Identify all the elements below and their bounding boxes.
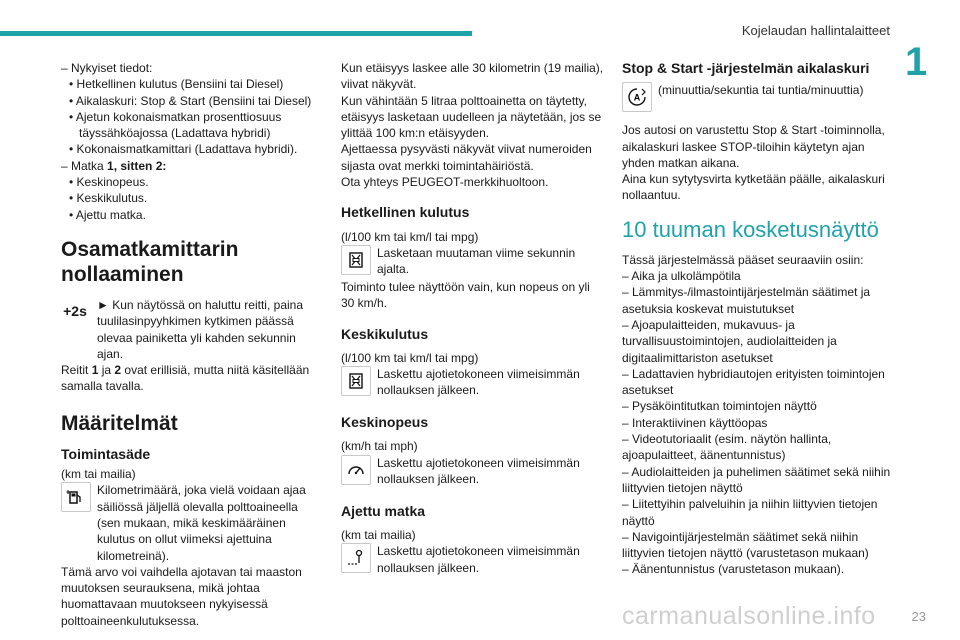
subheading-average-speed: Keskinopeus (341, 414, 429, 431)
stop-start-text-2: Aina kun sytytysvirta kytketään päälle, aikalaskuri nollaantuu. (622, 172, 885, 203)
list-item: • Keskinopeus. (69, 175, 149, 190)
reset-note (61, 362, 319, 395)
avg-consumption-text: Laskettu ajotietokoneen viimeisimmän nollauksen jälkeen. (377, 367, 580, 398)
column-3 (622, 60, 892, 578)
list-item: – Lämmitys-/ilmastointijärjestelmän säätimet ja asetuksia koskevat muistutukset (622, 285, 871, 316)
unit: (l/100 km tai km/l tai mpg) (341, 350, 479, 365)
subheading-average-consumption: Keskikulutus (341, 325, 429, 342)
chapter-number: 1 (905, 40, 928, 84)
list-item-bold: 1, sitten 2: (107, 158, 167, 173)
list-item: – Pysäköintitutkan toimintojen näyttö (622, 399, 817, 414)
list-item: • Keskikulutus. (69, 191, 148, 206)
list-item: • Hetkellinen kulutus (Bensiini tai Diesel) (69, 77, 284, 92)
text: Reitit (61, 363, 92, 378)
fuel-pump-range-icon (61, 482, 91, 512)
range-entry (61, 482, 319, 563)
fuel-consumption-icon (341, 245, 371, 275)
subheading-range: Toimintasäde (61, 445, 151, 462)
plus-2s-icon: +2s (61, 297, 89, 325)
column-1 (61, 60, 319, 629)
instant-text: Lasketaan muutaman viime sekunnin ajalta. (377, 245, 576, 277)
unit: (l/100 km tai km/l tai mpg) (341, 229, 479, 244)
list-item: – Videotutoriaalit (esim. näytön hallinta, ajoapulaitteet, äänentunnistus) (622, 432, 832, 463)
subheading-distance: Ajettu matka (341, 502, 426, 519)
list-item: – Ajoapulaitteiden, mukavuus- ja turvallisuustoimintojen, audiolaitteiden ja digitaalimittariston asetukset (622, 317, 837, 365)
list-item: – Liitettyihin palveluihin ja niihin liittyvien tietojen näyttö (622, 497, 878, 528)
list-item (61, 158, 319, 174)
instant-entry (341, 245, 604, 279)
subheading-stop-start: Stop & Start -järjestelmän aikalaskuri (622, 60, 870, 76)
section-heading-definitions: Määritelmät (61, 411, 178, 435)
list-item: • Ajetun kokonaismatkan prosenttiosuus (69, 109, 282, 124)
subheading-instant-consumption: Hetkellinen kulutus (341, 204, 470, 221)
paragraph: Kun etäisyys laskee alle 30 kilometrin (19 mailia), viivat näkyvät. (341, 61, 604, 92)
range-unit: (km tai mailia) (61, 467, 136, 482)
list-item: – Audiolaitteiden ja puhelimen säätimet sekä niihin liittyvien tietojen näyttö (622, 464, 891, 495)
list-item: – Navigointijärjestelmän säätimet sekä niihin liittyvien tietojen näyttö (varustetason mukaan) (622, 529, 869, 561)
text: ovat erillisiä, mutta niitä käsitellään samalla tavalla. (61, 363, 310, 394)
list-item: • Aikalaskuri: Stop & Start (Bensiini tai Diesel) (69, 93, 312, 108)
range-text-2: Tämä arvo voi vaihdella ajotavan tai maaston muutoksen seurauksena, mikä johtaa huomattavaan muutokseen nykyisessä polttoaineenkulutuksessa. (61, 564, 302, 628)
list-item-text: – Matka (61, 158, 108, 173)
text-bold: 2 (114, 363, 122, 378)
unit: (km tai mailia) (341, 528, 416, 543)
distance-entry (341, 543, 604, 577)
speedometer-icon (341, 455, 371, 485)
column-2 (341, 60, 604, 577)
stop-start-text: Jos autosi on varustettu Stop & Start -toiminnolla, aikalaskuri laskee STOP-tiloihin käytetyn ajan yhden matkan aikana. (622, 123, 885, 170)
list-item: – Ladattavien hybridiautojen erityisten toimintojen asetukset (622, 366, 885, 398)
list-item: – Interaktiivinen käyttöopas (622, 415, 768, 430)
stop-start-entry (622, 82, 892, 116)
list-item: – Nykyiset tiedot: (61, 61, 153, 75)
text: ja (98, 363, 115, 378)
stop-start-unit: (minuuttia/sekuntia tai tuntia/minuuttia) (658, 83, 864, 98)
paragraph: Ota yhteys PEUGEOT-merkkihuoltoon. (341, 175, 549, 190)
touchscreen-intro: Tässä järjestelmässä pääset seuraaviin osiin: (622, 252, 864, 267)
list-item: • Ajettu matka. (69, 207, 146, 222)
range-text: Kilometrimäärä, joka vielä voidaan ajaa säiliössä jäljellä olevalla polttoaineella (sen mukaan, mikä keskimääräinen kulutus on ollut viimeksi ajettuina kilometreinä). (97, 483, 306, 563)
unit: (km/h tai mph) (341, 439, 418, 454)
paragraph: Kun vähintään 5 litraa polttoainetta on täytetty, etäisyys lasketaan uudelleen ja näytetään, jos se ylittää 100 km:n etäisyyden. (341, 93, 602, 141)
text-bold: 1 (91, 363, 99, 378)
paragraph: Ajettaessa pysyvästi näkyvät viivat numeroiden sijasta ovat merkki toimintahäiriöstä. (341, 142, 592, 173)
average-consumption-icon (341, 366, 371, 396)
header-accent-bar (0, 31, 472, 36)
watermark: carmanualsonline.info (622, 602, 876, 630)
page-header-title: Kojelaudan hallintalaitteet (741, 23, 890, 38)
instant-text-2: Toiminto tulee näyttöön vain, kun nopeus on yli 30 km/h. (341, 279, 590, 311)
stop-start-icon (622, 82, 652, 112)
avg-consumption-entry (341, 366, 604, 400)
section-heading-reset: Osamatkamittarin nollaaminen (61, 237, 239, 286)
avg-speed-entry (341, 455, 604, 489)
avg-speed-text: Laskettu ajotietokoneen viimeisimmän nollauksen jälkeen. (377, 455, 580, 487)
reset-text: ► Kun näytössä on haluttu reitti, paina tuulilasinpyyhkimen kytkimen päässä olevaa painiketta yli kahden sekunnin ajan. (97, 297, 304, 361)
list-item: • Kokonaismatkamittari (Ladattava hybridi). (69, 142, 298, 157)
distance-text: Laskettu ajotietokoneen viimeisimmän nollauksen jälkeen. (377, 544, 580, 575)
section-heading-touchscreen: 10 tuuman kosketusnäyttö (622, 216, 879, 242)
list-item: – Aika ja ulkolämpötila (622, 269, 741, 284)
list-item: täyssähköajossa (Ladattava hybridi) (79, 126, 271, 141)
reset-instruction (61, 297, 319, 362)
list-item: – Äänentunnistus (varustetason mukaan). (622, 562, 845, 577)
page-number: 23 (911, 609, 926, 624)
distance-pin-icon (341, 543, 371, 573)
stop-start-icon-label: A (633, 92, 641, 103)
